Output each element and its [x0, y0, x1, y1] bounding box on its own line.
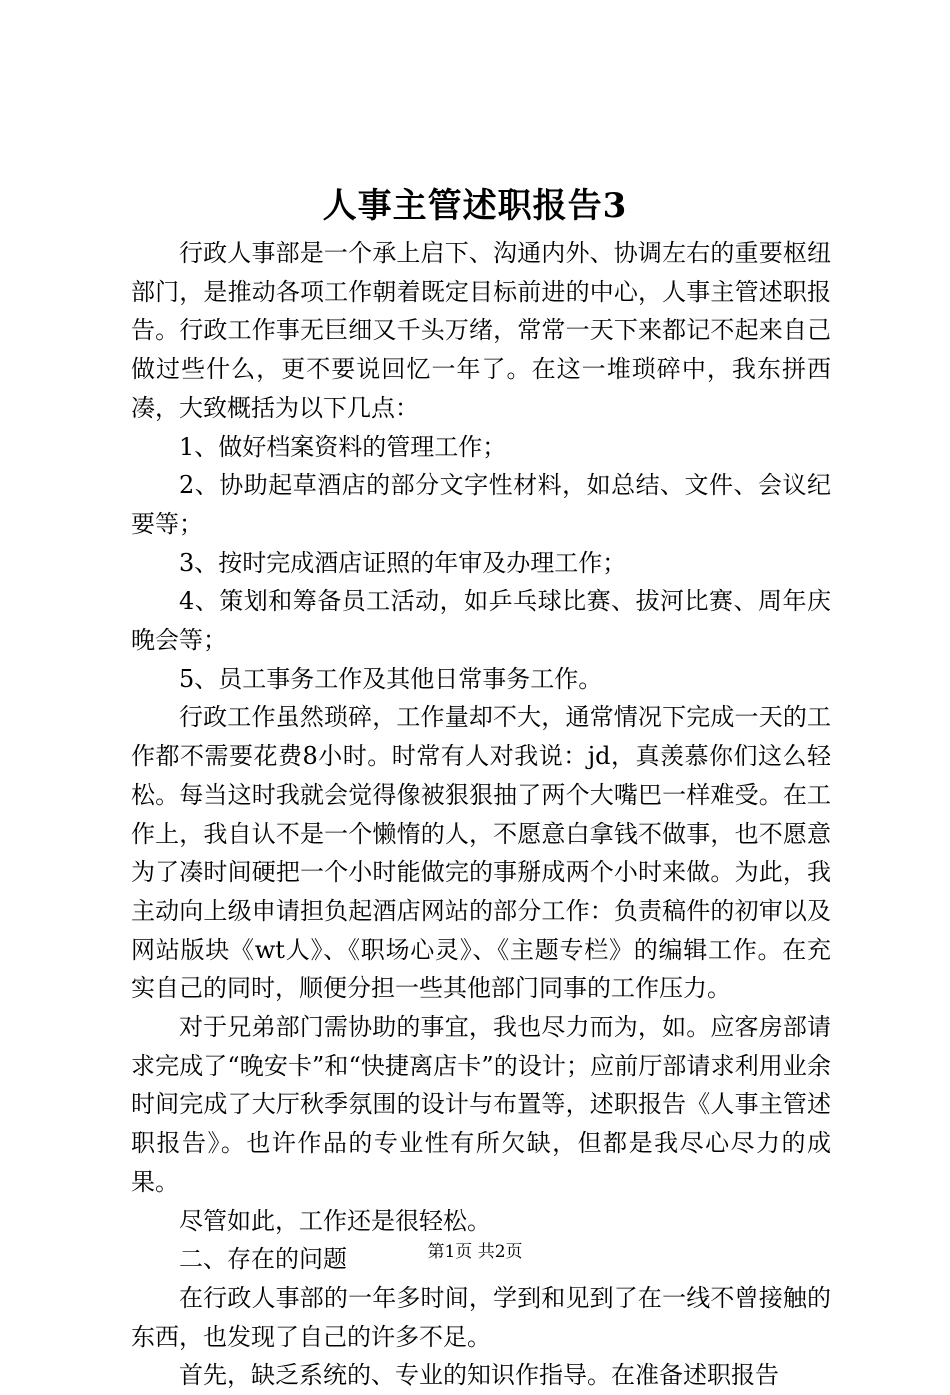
paragraph-workload: 行政工作虽然琐碎，工作量却不大，通常情况下完成一天的工作都不需要花费8小时。时常有人对我说：jd，真羡慕你们这么轻松。每当这时我就会觉得像被狠狠抽了两个大嘴巴一样难受。在工作上，我自认不是一个懒惰的人，不愿意白拿钱不做事，也不愿意为了凑时间硬把一个小时能做完的事掰成两个小时来做。为此，我主动向上级申请担负起酒店网站的部分工作：负责稿件的初审以及网站版块《wt人》、《职场心灵》、《主题专栏》的编辑工作。在充实自己的同时，顺便分担一些其他部门同事的工作压力。 — [131, 703, 831, 1003]
paragraph-intro: 行政人事部是一个承上启下、沟通内外、协调左右的重要枢纽部门，是推动各项工作朝着既定目标前进的中心，人事主管述职报告。行政工作事无巨细又千头万绪，常常一天下来都记不起来自己做过些什么，更不要说回忆一年了。在这一堆琐碎中，我东拼西凑，大致概括为以下几点： — [131, 239, 831, 422]
section-heading-problems: 二、存在的问题 — [179, 1245, 347, 1274]
list-item-2: 2、协助起草酒店的部分文字性材料，如总结、文件、会议纪要等； — [131, 471, 831, 538]
paragraph-problems-intro: 在行政人事部的一年多时间，学到和见到了在一线不曾接触的东西，也发现了自己的许多不足。 — [131, 1283, 831, 1351]
paragraph-assistance: 对于兄弟部门需协助的事宜，我也尽力而为，如。应客房部请求完成了“晚安卡”和“快捷离店卡”的设计；应前厅部请求利用业余时间完成了大厅秋季氛围的设计与布置等，述职报告《人事主管述职报告》。也许作品的专业性有所欠缺，但都是我尽心尽力的成果。 — [131, 1013, 831, 1196]
list-item-3: 3、按时完成酒店证照的年审及办理工作； — [179, 548, 627, 577]
document-title: 人事主管述职报告3 — [322, 186, 628, 226]
list-item-4: 4、策划和筹备员工活动，如乒乓球比赛、拔河比赛、周年庆晚会等； — [131, 587, 831, 655]
paragraph-summary: 尽管如此，工作还是很轻松。 — [179, 1206, 491, 1235]
page-footer: 第1页 共2页 — [427, 1242, 523, 1262]
list-item-1: 1、做好档案资料的管理工作； — [179, 432, 507, 461]
list-item-5: 5、员工事务工作及其他日常事务工作。 — [179, 664, 603, 693]
document-body — [131, 234, 831, 1395]
paragraph-first-problem: 首先，缺乏系统的、专业的知识作指导。在准备述职报告 — [179, 1361, 779, 1390]
